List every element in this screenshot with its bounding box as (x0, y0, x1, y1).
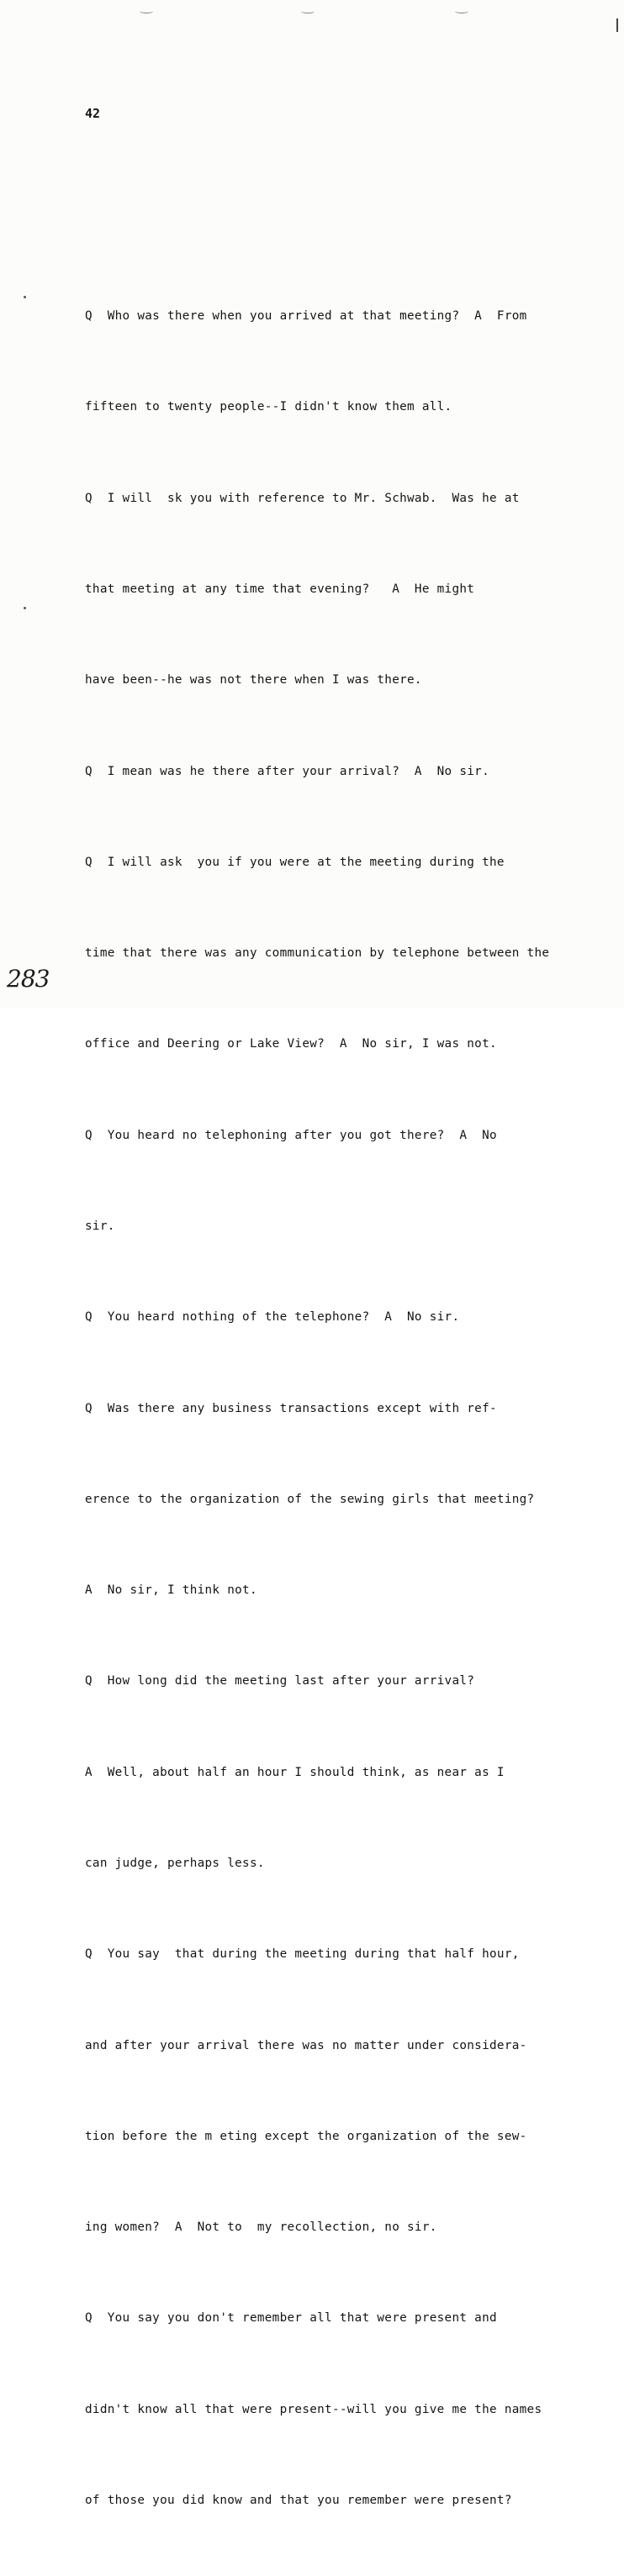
transcript-line: Q How long did the meeting last after your arrival? (85, 1674, 475, 1688)
transcript-line: fifteen to twenty people--I didn't know them all. (85, 400, 452, 414)
transcript-line: Q I will ask you if you were at the meeting during the (85, 855, 505, 869)
transcript-line: sir. (85, 1220, 115, 1233)
transcript-line: erence to the organization of the sewing girls that meeting? (85, 1492, 535, 1506)
transcript-line: ing women? A Not to my recollection, no sir. (85, 2220, 437, 2235)
transcript-line: Q Who was there when you arrived at that meeting? A From (85, 309, 527, 324)
transcript-line: office and Deering or Lake View? A No sir, I was not. (85, 1037, 497, 1051)
transcript-line: Q You heard no telephoning after you got there? A No (85, 1128, 497, 1142)
transcript-line: have been--he was not there when I was there. (85, 673, 422, 687)
transcript-line: of those you did know and that you remember were present? (85, 2493, 512, 2507)
handwritten-margin-number: 283 (7, 965, 50, 993)
transcript-body (85, 240, 590, 2576)
transcript-line: tion before the m eting except the organization of the sew- (85, 2129, 527, 2143)
scan-dot (24, 607, 26, 609)
transcript-line: A No sir, I think not. (85, 1583, 257, 1598)
scan-edge-line (616, 18, 618, 32)
scan-mark (301, 9, 315, 13)
transcript-line: Q You say that during the meeting during that half hour, (85, 1947, 520, 1962)
scan-mark (455, 9, 468, 13)
scan-mark (140, 9, 153, 13)
transcript-line: can judge, perhaps less. (85, 1856, 265, 1870)
transcript-line: Q I mean was he there after your arrival? A No sir. (85, 764, 490, 778)
transcript-line: A Well, about half an hour I should think, as near as I (85, 1765, 505, 1779)
scan-dot (24, 296, 26, 298)
transcript-line: Q You say you don't remember all that were present and (85, 2311, 497, 2326)
transcript-line: that meeting at any time that evening? A He might (85, 582, 475, 597)
transcript-line: Q You heard nothing of the telephone? A No sir. (85, 1310, 460, 1325)
transcript-line: Q Was there any business transactions except with ref- (85, 1401, 497, 1415)
transcript-line: didn't know all that were present--will you give me the names (85, 2402, 542, 2416)
transcript-line: and after your arrival there was no matter under considera- (85, 2038, 527, 2052)
transcript-line: time that there was any communication by telephone between the (85, 946, 550, 961)
page-number: 42 (85, 106, 101, 121)
transcript-line: Q I will sk you with reference to Mr. Schwab. Was he at (85, 491, 520, 505)
